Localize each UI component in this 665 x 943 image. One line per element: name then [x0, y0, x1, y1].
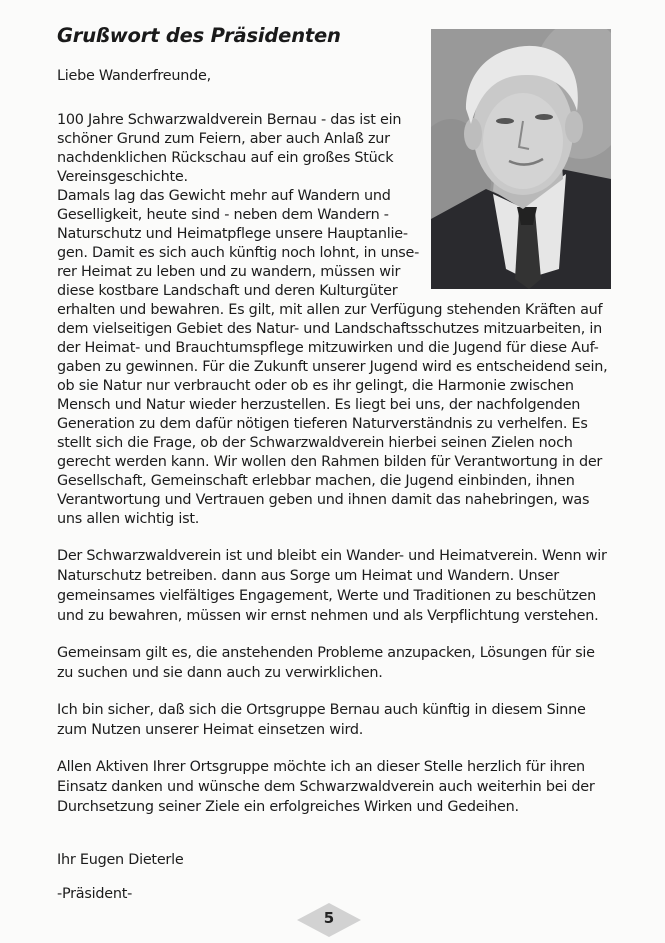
text-line: gaben zu gewinnen. Für die Zukunft unserer Jugend wird es entscheidend sein,: [57, 359, 608, 375]
text-line: dem vielseitigen Gebiet des Natur- und Landschaftsschutzes mitzuarbeiten, in: [57, 321, 603, 337]
text-line: stellt sich die Frage, ob der Schwarzwaldverein hierbei seinen Zielen noch: [57, 435, 573, 451]
text-line: Gesellschaft, Gemeinschaft erlebbar machen, die Jugend einbinden, ihnen: [57, 473, 575, 489]
text-line: nachdenklichen Rückschau auf ein großes Stück: [57, 150, 394, 166]
text-line: Mensch und Natur wieder herzustellen. Es liegt bei uns, der nachfolgenden: [57, 397, 581, 413]
signature: Ihr Eugen Dieterle: [57, 852, 184, 868]
text-line: Gemeinsam gilt es, die anstehenden Probleme anzupacken, Lösungen für sie: [57, 645, 595, 661]
text-line: Naturschutz und Heimatpflege unsere Hauptanlie-: [57, 226, 408, 242]
text-line: rer Heimat zu leben und zu wandern, müssen wir: [57, 264, 401, 280]
text-line: zum Nutzen unserer Heimat einsetzen wird.: [57, 722, 364, 738]
text-line: Naturschutz betreiben. dann aus Sorge um Heimat und Wandern. Unser: [57, 568, 559, 584]
text-line: Geselligkeit, heute sind - neben dem Wandern -: [57, 207, 389, 223]
text-line: Generation zu dem dafür nötigen tieferen Naturverständnis zu verhelfen. Es: [57, 416, 588, 432]
text-line: und zu bewahren, müssen wir ernst nehmen und als Verpflichtung verstehen.: [57, 608, 599, 624]
signature-role: -Präsident-: [57, 886, 133, 902]
text-line: der Heimat- und Brauchtumspflege mitzuwirken und die Jugend für diese Auf-: [57, 340, 599, 356]
text-line: schöner Grund zum Feiern, aber auch Anlaß zur: [57, 131, 390, 147]
page-number-badge: [297, 903, 361, 937]
text-line: erhalten und bewahren. Es gilt, mit allen zur Verfügung stehenden Kräften auf: [57, 302, 603, 318]
text-line: Vereinsgeschichte.: [57, 169, 188, 185]
portrait-illustration: [431, 29, 611, 289]
text-line: uns allen wichtig ist.: [57, 511, 200, 527]
text-line: gemeinsames vielfältiges Engagement, Werte und Traditionen zu beschützen: [57, 588, 597, 604]
text-line: Durchsetzung seiner Ziele ein erfolgreiches Wirken und Gedeihen.: [57, 799, 519, 815]
text-line: Allen Aktiven Ihrer Ortsgruppe möchte ich an dieser Stelle herzlich für ihren: [57, 759, 585, 775]
text-line: Ich bin sicher, daß sich die Ortsgruppe Bernau auch künftig in diesem Sinne: [57, 702, 586, 718]
portrait-photo: [431, 29, 611, 289]
page-title: Grußwort des Präsidenten: [57, 24, 341, 47]
text-line: Einsatz danken und wünsche dem Schwarzwaldverein auch weiterhin bei der: [57, 779, 595, 795]
text-line: zu suchen und sie dann auch zu verwirklichen.: [57, 665, 383, 681]
text-line: Damals lag das Gewicht mehr auf Wandern und: [57, 188, 391, 204]
salutation: Liebe Wanderfreunde,: [57, 68, 211, 84]
text-line: Verantwortung und Vertrauen geben und ihnen damit das nahebringen, was: [57, 492, 590, 508]
text-line: diese kostbare Landschaft und deren Kulturgüter: [57, 283, 398, 299]
text-line: Der Schwarzwaldverein ist und bleibt ein Wander- und Heimatverein. Wenn wir: [57, 548, 607, 564]
text-line: gen. Damit es sich auch künftig noch lohnt, in unse-: [57, 245, 420, 261]
text-line: gerecht werden kann. Wir wollen den Rahmen bilden für Verantwortung in der: [57, 454, 603, 470]
page-number: 5: [323, 909, 335, 927]
text-line: 100 Jahre Schwarzwaldverein Bernau - das ist ein: [57, 112, 402, 128]
text-line: ob sie Natur nur verbraucht oder ob es ihr gelingt, die Harmonie zwischen: [57, 378, 574, 394]
